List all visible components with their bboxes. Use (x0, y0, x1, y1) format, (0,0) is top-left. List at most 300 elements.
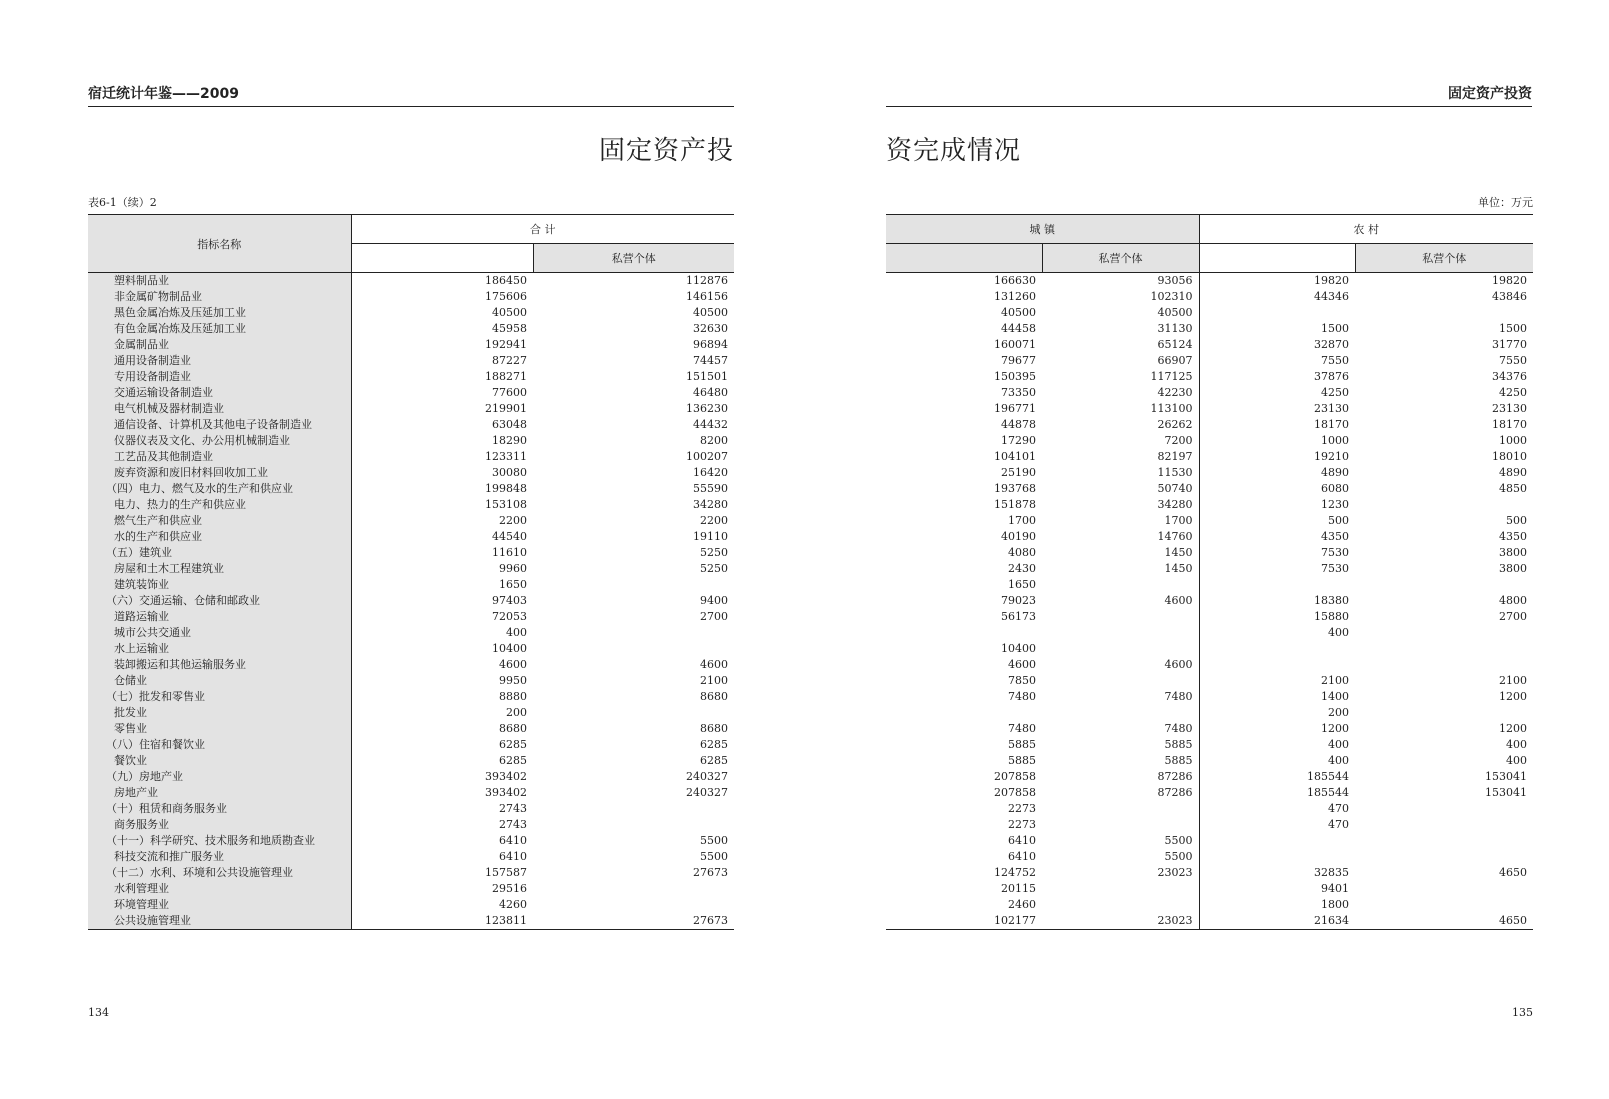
table-cell: 商务服务业 (88, 817, 351, 833)
table-cell: 113100 (1042, 401, 1199, 417)
table-cell: 仪器仪表及文化、办公用机械制造业 (88, 433, 351, 449)
table-row (88, 593, 734, 609)
table-cell: 1800 (1321, 898, 1349, 911)
table-cell (1355, 657, 1533, 673)
table-cell: 8200 (700, 434, 728, 447)
table-cell: 废弃资源和废旧材料回收加工业 (88, 465, 351, 481)
table-cell: 1230 (1321, 498, 1349, 511)
table-cell: 交通运输设备制造业 (88, 385, 351, 401)
table-cell: 200 (1328, 706, 1349, 719)
table-cell: 8880 (499, 690, 527, 703)
table-cell: 146156 (686, 290, 728, 303)
table-row (88, 481, 734, 497)
table-cell: 4890 (1321, 466, 1349, 479)
table-cell: 34280 (693, 498, 728, 511)
table-row (886, 561, 1533, 577)
table-cell: 16420 (693, 466, 728, 479)
table-cell: 400 (1506, 738, 1527, 751)
table-row (886, 337, 1533, 353)
table-cell: 2100 (1321, 674, 1349, 687)
table-label: 表6-1（续）2 (88, 196, 157, 209)
table-cell: 6410 (1008, 834, 1036, 847)
table-row (88, 833, 734, 849)
table-row (886, 881, 1533, 897)
table-cell: 192941 (485, 338, 527, 351)
table-row (88, 657, 734, 673)
table-cell: 仓储业 (88, 673, 351, 689)
table-cell: 7480 (1008, 722, 1036, 735)
table-cell: （五）建筑业 (88, 545, 351, 561)
table-cell: 136230 (686, 402, 728, 415)
table-row (88, 897, 734, 913)
table-row (88, 817, 734, 833)
table-row (88, 753, 734, 769)
table-cell: 2700 (1499, 610, 1527, 623)
table-cell: 有色金属冶炼及压延加工业 (88, 321, 351, 337)
table-cell: 63048 (492, 418, 527, 431)
table-cell: 470 (1328, 802, 1349, 815)
table-row (88, 321, 734, 337)
table-cell: （十二）水利、环境和公共设施管理业 (88, 865, 351, 881)
table-row (886, 897, 1533, 913)
table-cell: 6410 (1008, 850, 1036, 863)
table-cell: 18290 (492, 434, 527, 447)
table-cell: 5500 (700, 834, 728, 847)
table-row (88, 673, 734, 689)
table-row (886, 273, 1533, 290)
table-row (88, 273, 734, 290)
table-cell: 79677 (1001, 354, 1036, 367)
table-cell: 1000 (1321, 434, 1349, 447)
table-cell: 8680 (499, 722, 527, 735)
table-row (88, 337, 734, 353)
table-cell: 1500 (1499, 322, 1527, 335)
table-cell (1355, 497, 1533, 513)
table-row (88, 561, 734, 577)
table-cell: 1200 (1499, 722, 1527, 735)
table-row (88, 641, 734, 657)
table-cell: 185544 (1307, 786, 1349, 799)
page-number: 135 (1512, 1006, 1533, 1019)
column-header-total-private: 私营个体 (533, 244, 734, 273)
table-row (886, 353, 1533, 369)
table-cell: 零售业 (88, 721, 351, 737)
table-cell: 水上运输业 (88, 641, 351, 657)
table-row (886, 625, 1533, 641)
table-cell: 1700 (1008, 514, 1036, 527)
table-cell (1199, 641, 1355, 657)
table-cell: 185544 (1307, 770, 1349, 783)
table-cell: 3800 (1499, 562, 1527, 575)
table-cell (1199, 305, 1355, 321)
table-row (88, 689, 734, 705)
table-cell: 102310 (1042, 289, 1199, 305)
table-cell: 通信设备、计算机及其他电子设备制造业 (88, 417, 351, 433)
table-cell: 2460 (1008, 898, 1036, 911)
table-cell (1199, 657, 1355, 673)
table-cell: 199848 (485, 482, 527, 495)
table-cell: 17290 (1001, 434, 1036, 447)
table-row (886, 641, 1533, 657)
table-cell: 400 (1328, 626, 1349, 639)
table-cell: 9401 (1321, 882, 1349, 895)
table-cell (1199, 577, 1355, 593)
table-cell: 23023 (1042, 865, 1199, 881)
table-row (88, 625, 734, 641)
table-cell: 160071 (994, 338, 1036, 351)
table-cell: 55590 (693, 482, 728, 495)
table-cell: 23130 (1492, 402, 1527, 415)
table-cell: 100207 (686, 450, 728, 463)
table-cell: 44458 (1001, 322, 1036, 335)
column-header-rural-private: 私营个体 (1355, 244, 1533, 273)
table-cell: 6285 (700, 754, 728, 767)
column-header-urban: 城 镇 (886, 215, 1199, 244)
table-cell: 电力、热力的生产和供应业 (88, 497, 351, 513)
table-cell: 44540 (492, 530, 527, 543)
table-row (88, 769, 734, 785)
table-row (886, 417, 1533, 433)
table-cell: 2100 (1499, 674, 1527, 687)
table-row (886, 801, 1533, 817)
table-cell: 66907 (1042, 353, 1199, 369)
table-cell: 7480 (1042, 689, 1199, 705)
table-cell: 电气机械及器材制造业 (88, 401, 351, 417)
table-cell: 151501 (686, 370, 728, 383)
table-cell (1355, 849, 1533, 865)
table-cell (1355, 897, 1533, 913)
table-cell (1355, 305, 1533, 321)
table-cell: 74457 (693, 354, 728, 367)
table-cell: 科技交流和推广服务业 (88, 849, 351, 865)
table-cell: 1500 (1321, 322, 1349, 335)
table-cell: 1200 (1321, 722, 1349, 735)
table-cell: 通用设备制造业 (88, 353, 351, 369)
table-row (886, 721, 1533, 737)
right-data-table (886, 214, 1533, 930)
table-cell: 77600 (492, 386, 527, 399)
table-cell: 157587 (485, 866, 527, 879)
table-cell (1355, 625, 1533, 641)
table-row (88, 529, 734, 545)
table-row (88, 577, 734, 593)
table-cell: 37876 (1314, 370, 1349, 383)
table-cell: 11610 (492, 546, 527, 559)
table-cell: 4600 (1042, 657, 1199, 673)
table-cell: 207858 (994, 786, 1036, 799)
table-cell: 2200 (700, 514, 728, 527)
table-cell (1355, 833, 1533, 849)
table-cell: 2200 (499, 514, 527, 527)
table-cell: 9400 (700, 594, 728, 607)
table-cell: 26262 (1042, 417, 1199, 433)
table-cell: 5885 (1008, 738, 1036, 751)
table-row (886, 769, 1533, 785)
table-row (886, 913, 1533, 930)
table-cell: 餐饮业 (88, 753, 351, 769)
table-cell: 1200 (1499, 690, 1527, 703)
table-row (886, 401, 1533, 417)
table-cell (1042, 897, 1199, 913)
table-row (886, 321, 1533, 337)
table-cell: 房屋和土木工程建筑业 (88, 561, 351, 577)
table-cell: 40500 (1001, 306, 1036, 319)
table-cell: 6080 (1321, 482, 1349, 495)
table-cell: 环境管理业 (88, 897, 351, 913)
table-row (886, 817, 1533, 833)
table-cell (1042, 801, 1199, 817)
table-cell: 44878 (1001, 418, 1036, 431)
table-row (88, 385, 734, 401)
table-cell: 4600 (499, 658, 527, 671)
table-row (88, 497, 734, 513)
table-cell: 2700 (700, 610, 728, 623)
table-cell: 153041 (1485, 770, 1527, 783)
table-cell: 196771 (994, 402, 1036, 415)
column-header-name: 指标名称 (88, 215, 351, 273)
table-cell: 124752 (994, 866, 1036, 879)
table-row (88, 545, 734, 561)
table-cell (1042, 577, 1199, 593)
table-cell: 393402 (485, 770, 527, 783)
table-cell: 400 (1328, 754, 1349, 767)
table-cell: 44346 (1314, 290, 1349, 303)
table-cell: 6285 (499, 738, 527, 751)
table-cell: 400 (506, 626, 527, 639)
table-cell: 65124 (1042, 337, 1199, 353)
unit-label: 单位：万元 (1478, 196, 1533, 209)
table-cell: 400 (1506, 754, 1527, 767)
table-cell: 装卸搬运和其他运输服务业 (88, 657, 351, 673)
table-cell: 186450 (485, 274, 527, 287)
table-cell: （十）租赁和商务服务业 (88, 801, 351, 817)
table-cell: 4350 (1499, 530, 1527, 543)
table-cell: 5250 (700, 546, 728, 559)
table-row (88, 289, 734, 305)
table-row (88, 369, 734, 385)
table-row (886, 849, 1533, 865)
running-head: 宿迁统计年鉴——2009 (88, 84, 734, 107)
table-row (88, 353, 734, 369)
table-row (886, 673, 1533, 689)
table-cell: 5885 (1008, 754, 1036, 767)
left-data-table (88, 214, 734, 930)
table-cell: 93056 (1042, 273, 1199, 290)
table-cell: 4800 (1499, 594, 1527, 607)
table-cell: 4890 (1499, 466, 1527, 479)
table-cell: 2743 (499, 818, 527, 831)
table-row (886, 513, 1533, 529)
left-page (0, 0, 804, 1099)
table-cell: 工艺品及其他制造业 (88, 449, 351, 465)
table-row (886, 865, 1533, 881)
table-cell: （四）电力、燃气及水的生产和供应业 (88, 481, 351, 497)
table-cell (533, 625, 734, 641)
table-row (88, 785, 734, 801)
table-cell: 87227 (492, 354, 527, 367)
table-cell: 燃气生产和供应业 (88, 513, 351, 529)
table-cell: 1400 (1321, 690, 1349, 703)
table-cell: （六）交通运输、仓储和邮政业 (88, 593, 351, 609)
table-row (886, 481, 1533, 497)
table-cell: 19820 (1492, 274, 1527, 287)
table-cell: 8680 (700, 722, 728, 735)
table-cell: 32835 (1314, 866, 1349, 879)
table-row (886, 497, 1533, 513)
table-cell: 23130 (1314, 402, 1349, 415)
table-cell (1199, 833, 1355, 849)
table-cell (1355, 817, 1533, 833)
table-cell: 188271 (485, 370, 527, 383)
table-cell: 10400 (492, 642, 527, 655)
table-cell: 塑料制品业 (88, 273, 351, 290)
table-cell: 31130 (1042, 321, 1199, 337)
column-header-rural: 农 村 (1199, 215, 1533, 244)
table-row (88, 801, 734, 817)
table-cell: 150395 (994, 370, 1036, 383)
table-row (88, 705, 734, 721)
table-cell: 112876 (686, 274, 728, 287)
table-cell: 31770 (1492, 338, 1527, 351)
table-cell: 393402 (485, 786, 527, 799)
table-cell: 117125 (1042, 369, 1199, 385)
table-cell (1355, 881, 1533, 897)
table-cell: （十一）科学研究、技术服务和地质勘查业 (88, 833, 351, 849)
table-cell (533, 801, 734, 817)
table-row (88, 465, 734, 481)
table-cell: 4250 (1499, 386, 1527, 399)
page-title-part2: 资完成情况 (886, 136, 1022, 166)
table-cell: 公共设施管理业 (88, 913, 351, 930)
table-cell: 102177 (886, 913, 1042, 930)
table-cell: 20115 (1001, 882, 1036, 895)
table-cell: 6410 (499, 850, 527, 863)
running-head: 固定资产投资 (886, 84, 1532, 107)
table-row (88, 737, 734, 753)
table-cell: 500 (1506, 514, 1527, 527)
table-cell (533, 705, 734, 721)
table-cell: 非金属矿物制品业 (88, 289, 351, 305)
table-cell: 27673 (693, 866, 728, 879)
table-cell: 21634 (1199, 913, 1355, 930)
table-cell: 7530 (1321, 546, 1349, 559)
table-cell: 4650 (1499, 866, 1527, 879)
table-row (886, 737, 1533, 753)
table-cell: 房地产业 (88, 785, 351, 801)
table-cell: 18380 (1314, 594, 1349, 607)
table-cell: 7530 (1321, 562, 1349, 575)
table-cell: 2100 (700, 674, 728, 687)
table-cell: 1650 (1008, 578, 1036, 591)
table-cell (1042, 609, 1199, 625)
table-cell: 82197 (1042, 449, 1199, 465)
table-cell: 50740 (1042, 481, 1199, 497)
table-cell: 5885 (1042, 737, 1199, 753)
table-cell: 240327 (686, 770, 728, 783)
table-cell (886, 705, 1042, 721)
right-page (804, 0, 1609, 1099)
page-number: 134 (88, 1006, 109, 1019)
table-cell: 7200 (1042, 433, 1199, 449)
table-row (886, 449, 1533, 465)
table-row (886, 369, 1533, 385)
table-cell: 2743 (499, 802, 527, 815)
table-cell: 9960 (499, 562, 527, 575)
table-cell: 166630 (994, 274, 1036, 287)
table-cell: 1000 (1499, 434, 1527, 447)
table-cell: 27673 (533, 913, 734, 930)
table-cell: 87286 (1042, 785, 1199, 801)
table-cell: 1450 (1042, 561, 1199, 577)
table-cell: 19210 (1314, 450, 1349, 463)
table-cell (1355, 801, 1533, 817)
table-cell: 153108 (485, 498, 527, 511)
table-row (886, 705, 1533, 721)
table-cell: 4600 (1042, 593, 1199, 609)
table-cell: 14760 (1042, 529, 1199, 545)
table-cell: 金属制品业 (88, 337, 351, 353)
table-cell: 219901 (485, 402, 527, 415)
table-cell (1042, 641, 1199, 657)
table-cell: 5250 (700, 562, 728, 575)
table-cell: 131260 (994, 290, 1036, 303)
table-row (886, 529, 1533, 545)
table-row (886, 753, 1533, 769)
table-cell: 11530 (1042, 465, 1199, 481)
table-cell: 153041 (1485, 786, 1527, 799)
table-cell (1042, 705, 1199, 721)
table-cell (533, 577, 734, 593)
table-cell: 200 (506, 706, 527, 719)
table-cell: 4350 (1321, 530, 1349, 543)
table-cell: 40500 (1042, 305, 1199, 321)
table-cell: 4600 (700, 658, 728, 671)
table-cell: 19820 (1314, 274, 1349, 287)
table-cell: 1450 (1042, 545, 1199, 561)
table-cell: 9950 (499, 674, 527, 687)
table-cell: 6410 (499, 834, 527, 847)
table-cell: 500 (1328, 514, 1349, 527)
table-row (886, 593, 1533, 609)
table-row (886, 577, 1533, 593)
table-cell: 123311 (485, 450, 527, 463)
table-row (88, 849, 734, 865)
table-cell: 123811 (351, 913, 533, 930)
table-cell: 23023 (1042, 913, 1199, 930)
table-cell: 87286 (1042, 769, 1199, 785)
table-row (886, 657, 1533, 673)
table-row (88, 721, 734, 737)
table-cell: 18170 (1314, 418, 1349, 431)
table-cell: 40500 (492, 306, 527, 319)
table-cell: 175606 (485, 290, 527, 303)
table-cell: 30080 (492, 466, 527, 479)
table-cell (1355, 641, 1533, 657)
table-cell: 43846 (1492, 290, 1527, 303)
table-row (88, 865, 734, 881)
table-cell: 7850 (1008, 674, 1036, 687)
table-cell: 2273 (1008, 802, 1036, 815)
table-cell: （九）房地产业 (88, 769, 351, 785)
table-cell: 240327 (686, 786, 728, 799)
column-header-urban-private: 私营个体 (1042, 244, 1199, 273)
table-cell: 6285 (700, 738, 728, 751)
table-cell: 2430 (1008, 562, 1036, 575)
table-row (886, 545, 1533, 561)
table-cell: 8680 (700, 690, 728, 703)
table-cell: 34280 (1042, 497, 1199, 513)
column-header-total: 合 计 (351, 215, 734, 244)
